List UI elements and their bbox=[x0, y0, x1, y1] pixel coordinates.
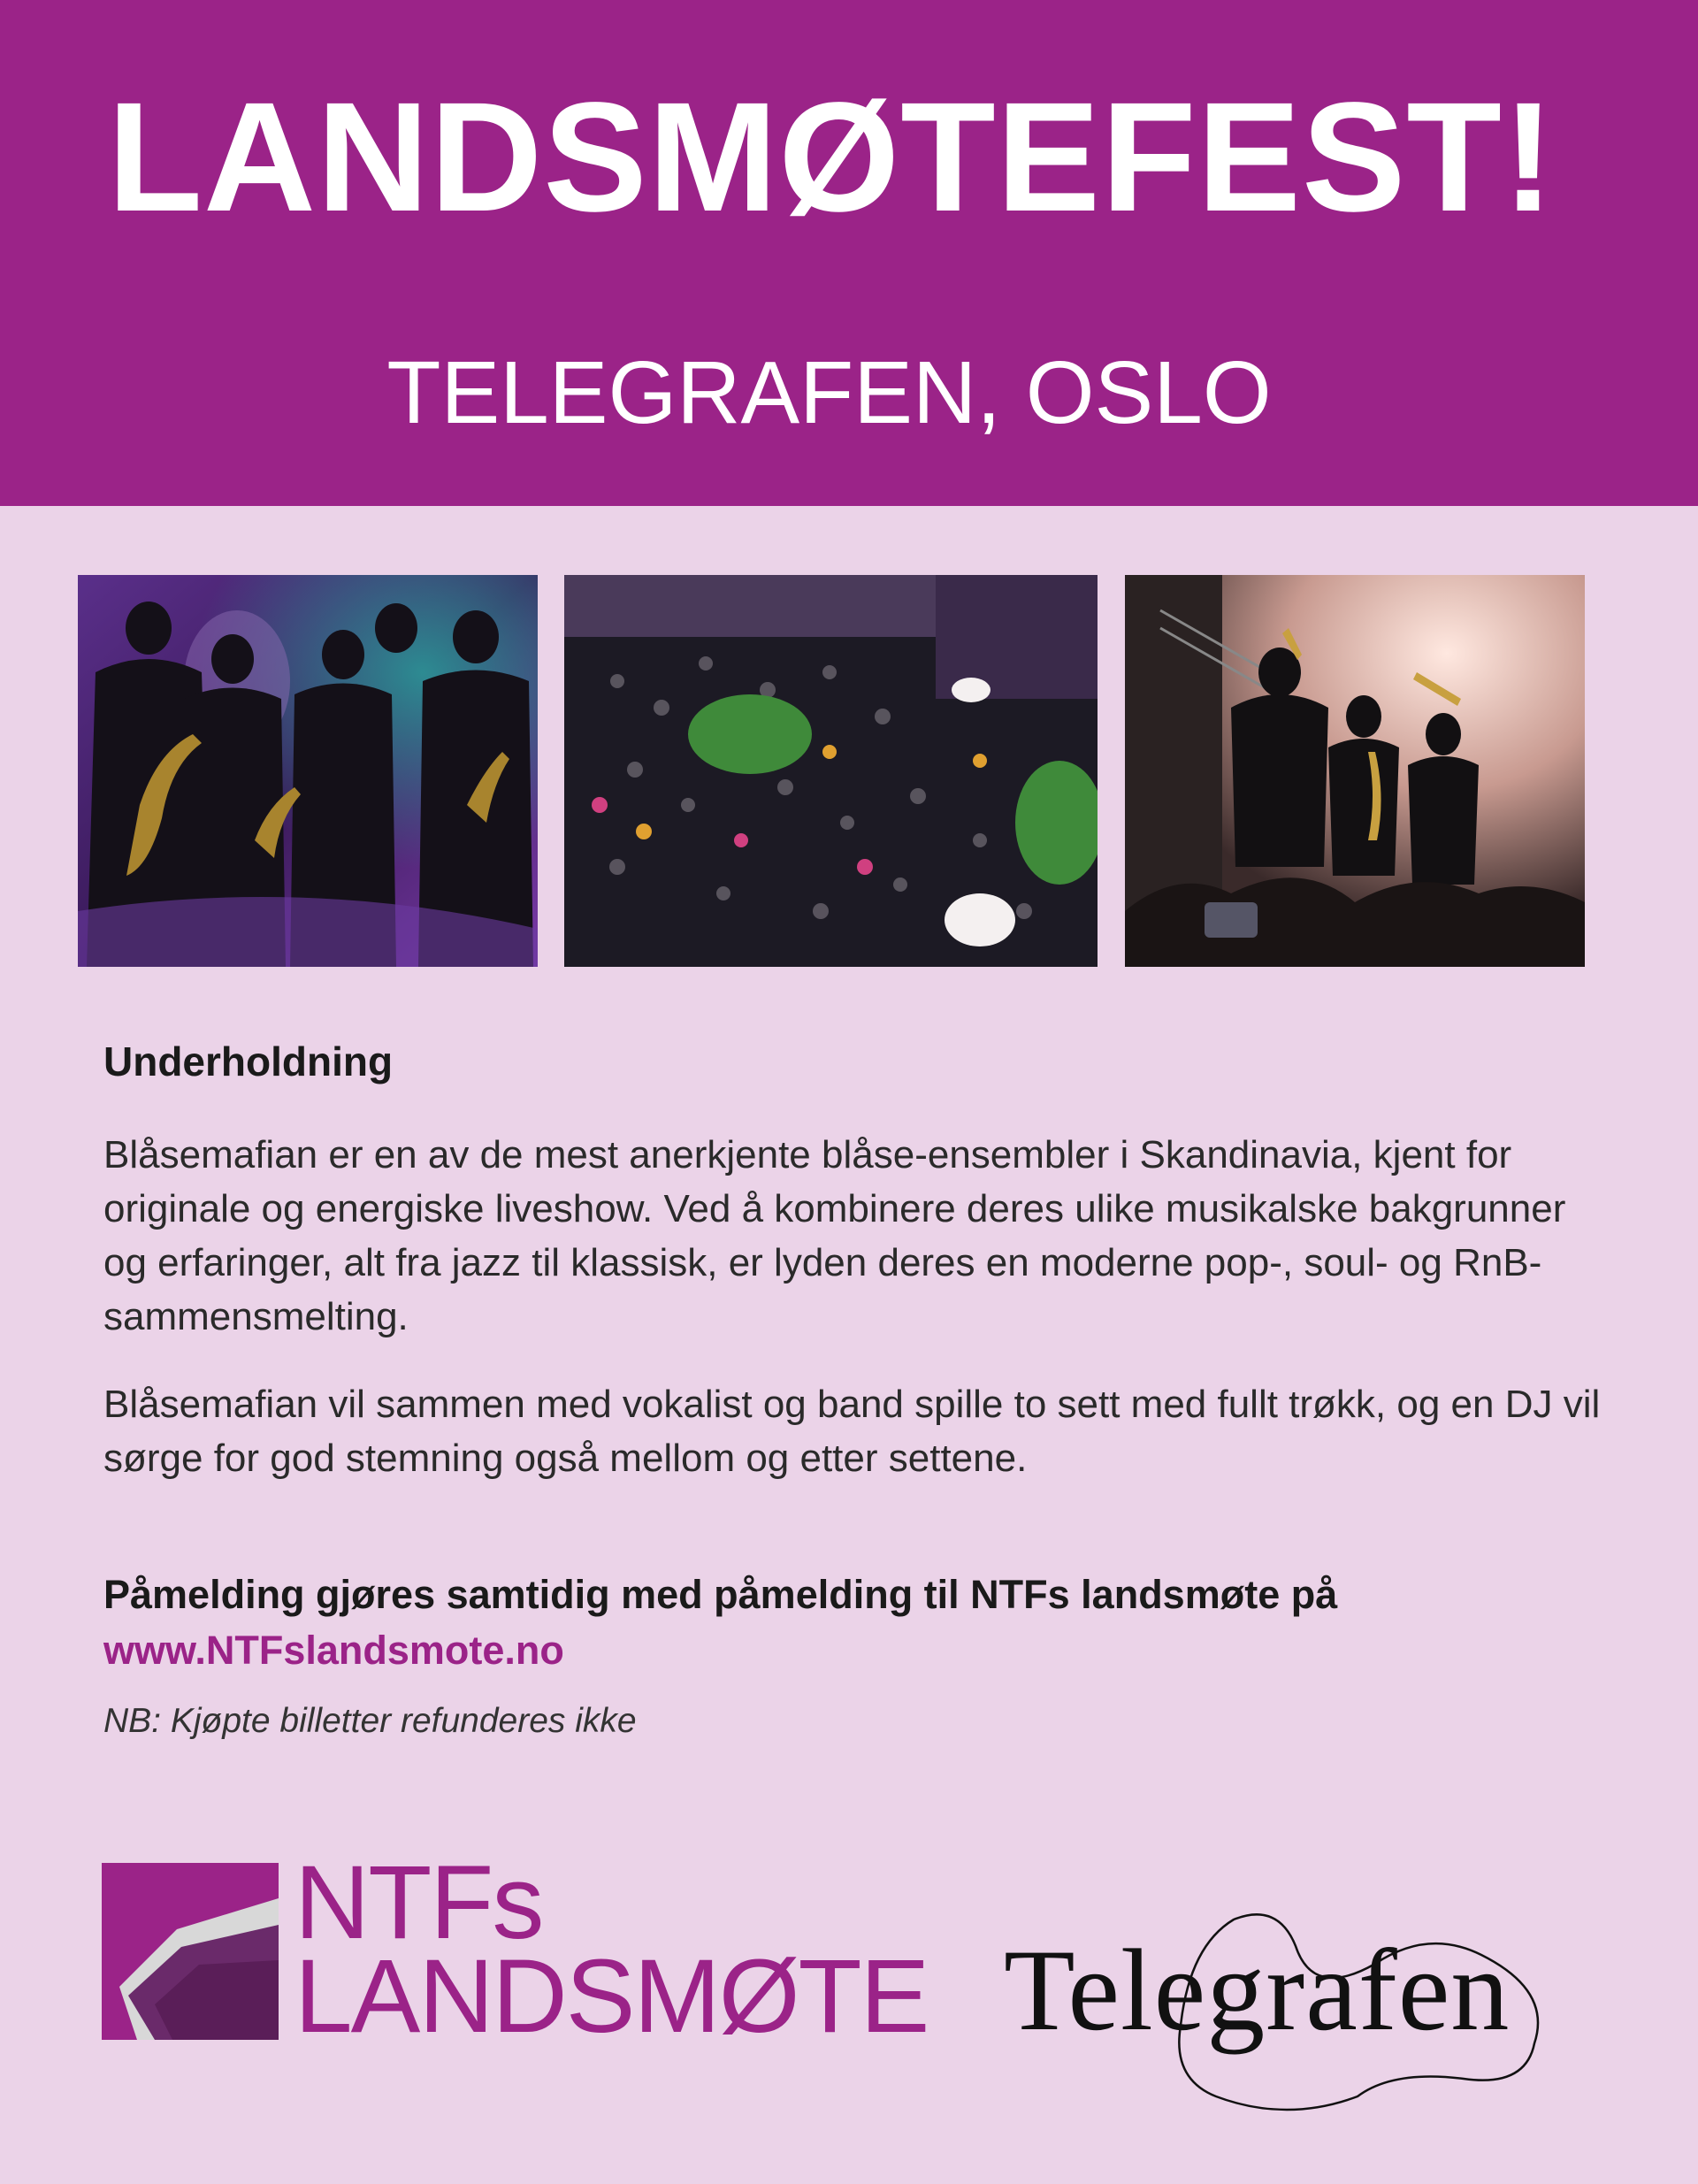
page-subtitle: TELEGRAFEN, OSLO bbox=[386, 343, 1272, 442]
ntf-logo-line2: LANDSMØTE bbox=[294, 1938, 929, 2055]
header-banner bbox=[0, 0, 1698, 506]
page-title: LANDSMØTEFEST! bbox=[107, 71, 1556, 244]
section-title: Underholdning bbox=[103, 1038, 394, 1084]
telegrafen-wordmark: Telegrafen bbox=[1004, 1925, 1511, 2055]
description-paragraph: Blåsemafian er en av de mest anerkjente blåse-ensembler i Skandinavia, kjent for originale og energiske liveshow. Ved å kombinere deres ulike musikalske bakgrunner og erfaringer, alt fra jazz til klassisk, er lyden deres en moderne pop-, soul- og RnB-sammensmelting. bbox=[103, 1133, 1566, 1338]
telegrafen-logo bbox=[1004, 1893, 1570, 2114]
ntf-landsmote-logo bbox=[102, 1844, 929, 2055]
refund-note: NB: Kjøpte billetter refunderes ikke bbox=[103, 1702, 637, 1740]
registration-text: Påmelding gjøres samtidig med påmelding til NTFs landsmøte på bbox=[103, 1572, 1338, 1617]
registration-link[interactable]: www.NTFslandsmote.no bbox=[103, 1628, 564, 1673]
band-photo bbox=[78, 575, 538, 967]
stage-photo bbox=[1125, 575, 1585, 967]
crowd-photo bbox=[564, 575, 1098, 967]
description-paragraph-2: Blåsemafian vil sammen med vokalist og band spille to sett med fullt trøkk, og en DJ vil sørge for god stemning også mellom og etter settene. bbox=[103, 1383, 1601, 1480]
ntf-logo-mark-icon bbox=[102, 1863, 279, 2040]
ntf-logo-line1: NTFs bbox=[294, 1844, 543, 1961]
